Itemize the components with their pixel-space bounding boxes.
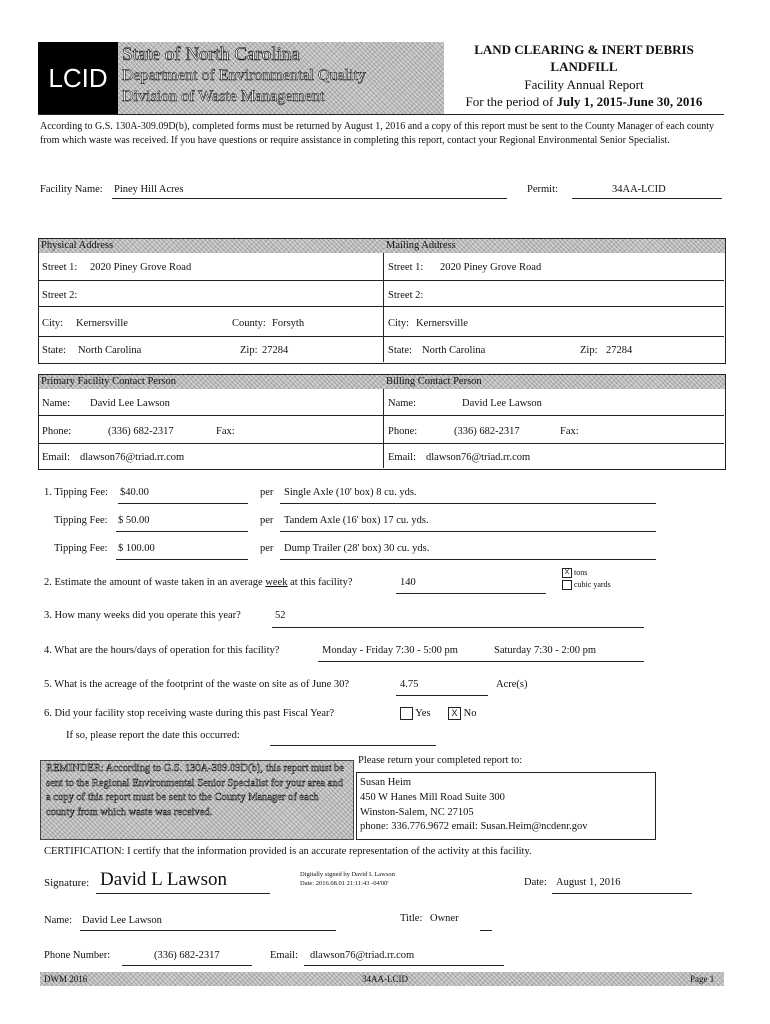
phys-zip-field[interactable]: 27284 [262,345,289,356]
q2-tons-option [562,568,587,578]
form-title-2: LANDFILL [550,59,618,74]
phone-number-field[interactable]: (336) 682-2317 [154,950,220,961]
footer-right: Page 1 [690,974,715,984]
q5-value-line [396,695,488,696]
q6-yes-option [400,707,431,720]
cubic-yards-label: cubic yards [574,580,611,589]
primary-row-line-2 [38,443,383,444]
billing-row-line-1 [384,415,724,416]
q5-value[interactable]: 4.75 [400,679,419,690]
address-divider [383,238,384,362]
fee-2-per: per [260,515,274,526]
footer-center: 34AA-LCID [362,974,408,984]
primary-name-label: Name: [42,398,70,409]
q4-value-weekday[interactable]: Monday - Friday 7:30 - 5:00 pm [322,645,458,656]
billing-contact-header [384,375,725,389]
phys-row-line-3 [38,336,383,337]
permit-line [572,198,722,199]
email-line [304,965,504,966]
facility-name-field[interactable]: Piney Hill Acres [114,184,184,195]
phys-street1-field[interactable]: 2020 Piney Grove Road [90,262,192,273]
period-value: July 1, 2015-June 30, 2016 [556,94,703,109]
phys-street2-label: Street 2: [42,290,78,301]
q2-text-b: at this facility? [287,577,353,588]
fee-2-desc-line [280,531,656,532]
intro-text: According to G.S. 130A-309.09D(b), completed forms must be returned by August 1, 2016 and a copy of this report must be sent to the County Manager of each county from which waste was received. If you have questions or require assistance in completing this report, contact your Regional Environmental Senior Specialist. [40,121,715,146]
billing-name-label: Name: [388,398,416,409]
physical-address-title: Physical Address [41,240,114,251]
yes-checkbox[interactable] [400,707,413,720]
fee-3-per: per [260,543,274,554]
fee-3-desc-line [280,559,656,560]
primary-contact-header [39,375,385,389]
q3-question: 3. How many weeks did you operate this year? [44,610,241,621]
lcid-logo: LCID [38,42,118,114]
name-field[interactable]: David Lee Lawson [82,915,162,926]
return-to-address-1: 450 W Hanes Mill Road Suite 300 [360,792,505,803]
q5-unit: Acre(s) [496,679,528,690]
fee-2-desc[interactable]: Tandem Axle (16' box) 17 cu. yds. [284,515,429,526]
email-label: Email: [270,950,298,961]
q6-no-option [448,707,476,720]
billing-phone-label: Phone: [388,426,418,437]
primary-fax-label: Fax: [216,426,235,437]
mail-street1-label: Street 1: [388,262,424,273]
mail-state-label: State: [388,345,412,356]
mail-zip-label: Zip: [580,345,598,356]
fee-1-amount-line [118,503,248,504]
fee-1-amount[interactable]: $40.00 [120,487,149,498]
q2-value[interactable]: 140 [400,577,416,588]
q3-value-line [272,627,644,628]
mail-city-field[interactable]: Kernersville [416,318,468,329]
date-label: Date: [524,877,547,888]
fee-3-amount[interactable]: $ 100.00 [118,543,155,554]
q6-question: 6. Did your facility stop receiving waste during this past Fiscal Year? [44,708,335,719]
agency-line-2: Department of Environmental Quality [122,67,366,84]
period-prefix: For the period of [465,94,557,109]
q3-value[interactable]: 52 [275,610,286,621]
phys-city-field[interactable]: Kernersville [76,318,128,329]
footer-left: DWM 2016 [44,974,88,984]
primary-email-field[interactable]: dlawson76@triad.rr.com [80,452,185,463]
q4-value-line [318,661,644,662]
phys-row-line-2 [38,306,383,307]
billing-phone-field[interactable]: (336) 682-2317 [454,426,520,437]
q2-cubic-yards-option [562,580,611,590]
fee-2-label: Tipping Fee: [54,515,108,526]
fee-1-label: 1. Tipping Fee: [44,487,108,498]
return-to-address-2: Winston-Salem, NC 27105 [360,807,474,818]
agency-line-3: Division of Waste Management [122,88,325,105]
signature-field[interactable]: David L Lawson [100,869,227,890]
digital-signature-note-1: Digitally signed by David L Lawson [300,871,395,878]
return-to-label: Please return your completed report to: [358,755,523,766]
date-field[interactable]: August 1, 2016 [556,877,621,888]
phys-row-line-1 [38,280,383,281]
fee-3-desc[interactable]: Dump Trailer (28' box) 30 cu. yds. [284,543,430,554]
reminder-text: REMINDER: According to G.S. 130A-309.09D(b), this report must be sent to the Regional Environmental Senior Specialist for your area and a copy of this report must be sent to the County Manager of each county from which waste was received. [46,763,345,818]
phys-county-field[interactable]: Forsyth [272,318,305,329]
mail-street1-field[interactable]: 2020 Piney Grove Road [440,262,542,273]
mail-row-line-2 [384,306,724,307]
primary-name-field[interactable]: David Lee Lawson [90,398,170,409]
q5-question: 5. What is the acreage of the footprint of the waste on site as of June 30? [44,679,350,690]
name-label: Name: [44,915,72,926]
title-label: Title: [400,913,423,924]
fee-3-amount-line [116,559,248,560]
form-title-1: LAND CLEARING & INERT DEBRIS [474,42,694,57]
q4-value-saturday[interactable]: Saturday 7:30 - 2:00 pm [494,645,597,656]
q2-value-line [396,593,546,594]
header-rule [38,114,724,115]
digital-signature-note-2: Date: 2016.08.01 21:11:43 -04'00' [300,880,389,887]
fee-1-desc-line [280,503,656,504]
phys-county-label: County: [232,318,266,329]
primary-email-label: Email: [42,452,70,463]
date-line [552,893,692,894]
phone-number-line [122,965,252,966]
mail-street2-label: Street 2: [388,290,424,301]
mail-state-field[interactable]: North Carolina [422,345,486,356]
return-to-name: Susan Heim [360,777,412,788]
cubic-yards-checkbox[interactable] [562,580,572,590]
phys-state-field[interactable]: North Carolina [78,345,142,356]
no-checkbox[interactable]: X [448,707,461,720]
signature-label: Signature: [44,877,90,889]
mailing-address-header [384,239,725,253]
q2-text-week: week [265,577,288,588]
fee-1-desc[interactable]: Single Axle (10' box) 8 cu. yds. [284,487,417,498]
title-field[interactable]: Owner [430,913,459,924]
fee-3-label: Tipping Fee: [54,543,108,554]
billing-fax-label: Fax: [560,426,579,437]
primary-contact-title: Primary Facility Contact Person [41,376,177,387]
primary-row-line-1 [38,415,383,416]
primary-phone-label: Phone: [42,426,72,437]
phys-zip-label: Zip: [240,345,258,356]
facility-name-label: Facility Name: [40,184,103,195]
email-field[interactable]: dlawson76@triad.rr.com [310,950,415,961]
physical-address-header [39,239,385,253]
no-label: No [463,707,477,719]
q6-date-line [270,745,436,746]
fee-2-amount-line [116,531,248,532]
q2-text-a: 2. Estimate the amount of waste taken in an average [44,577,266,588]
billing-email-label: Email: [388,452,416,463]
permit-field[interactable]: 34AA-LCID [612,184,666,195]
certification-text: CERTIFICATION: I certify that the information provided is an accurate representation of the activity at this facility. [44,846,532,857]
return-to-contact: phone: 336.776.9672 email: Susan.Heim@ncdenr.gov [360,821,588,832]
billing-name-field[interactable]: David Lee Lawson [462,398,542,409]
signature-line [96,893,270,894]
name-line [80,930,336,931]
phys-city-label: City: [42,318,64,329]
yes-label: Yes [415,707,431,719]
tons-label: tons [574,568,588,577]
phone-number-label: Phone Number: [44,950,111,961]
mailing-address-title: Mailing Address [386,240,456,251]
fee-1-per: per [260,487,274,498]
q4-question: 4. What are the hours/days of operation for this facility? [44,645,280,656]
agency-line-1: State of North Carolina [122,44,300,65]
mail-row-line-1 [384,280,724,281]
phys-state-label: State: [42,345,66,356]
tons-checkbox[interactable]: X [562,568,572,578]
title-line [480,930,492,931]
report-period [444,94,724,110]
billing-contact-title: Billing Contact Person [386,376,482,387]
facility-name-line [112,198,507,199]
fee-2-amount[interactable]: $ 50.00 [118,515,150,526]
mail-city-label: City: [388,318,410,329]
q2-question [44,577,352,588]
primary-phone-field[interactable]: (336) 682-2317 [108,426,174,437]
form-title-3: Facility Annual Report [524,77,644,92]
q6-followup: If so, please report the date this occurred: [66,730,240,741]
billing-row-line-2 [384,443,724,444]
billing-email-field[interactable]: dlawson76@triad.rr.com [426,452,531,463]
mail-row-line-3 [384,336,724,337]
phys-street1-label: Street 1: [42,262,78,273]
permit-label: Permit: [527,184,558,195]
mail-zip-field[interactable]: 27284 [606,345,633,356]
